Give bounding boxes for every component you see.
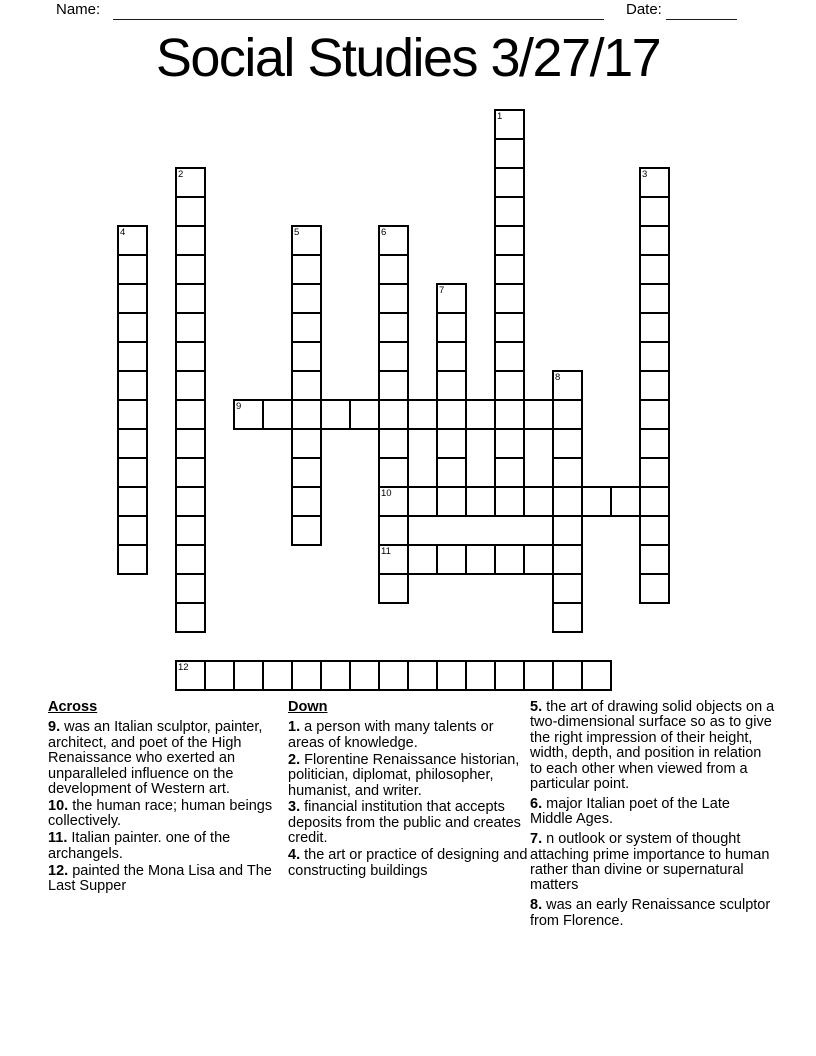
crossword-cell [552, 457, 583, 488]
clue-text: n outlook or system of thought attaching prime importance to human rather than divine or supernatural matters [530, 831, 770, 894]
crossword-cell [291, 312, 322, 343]
cell-number: 8 [555, 372, 561, 383]
crossword-cell [639, 225, 670, 256]
clue-number: 6. [530, 795, 543, 812]
clue-item [288, 800, 530, 846]
crossword-cell [117, 283, 148, 314]
crossword-cell [465, 486, 496, 517]
crossword-cell [378, 486, 409, 517]
crossword-cell [291, 283, 322, 314]
crossword-cell [639, 341, 670, 372]
crossword-cell [465, 399, 496, 430]
crossword-cell [117, 370, 148, 401]
crossword-cell [204, 660, 235, 691]
crossword-cell [494, 138, 525, 169]
crossword-cell [175, 283, 206, 314]
across-header: Across [48, 699, 98, 715]
down-header: Down [288, 699, 328, 715]
crossword-cell [117, 515, 148, 546]
clue-item [48, 831, 286, 862]
crossword-cell [262, 399, 293, 430]
crossword-cell [494, 486, 525, 517]
crossword-cell [378, 370, 409, 401]
crossword-cell [175, 515, 206, 546]
date-label: Date: [626, 1, 662, 18]
crossword-cell [639, 428, 670, 459]
crossword-cell [175, 428, 206, 459]
crossword-cell [552, 602, 583, 633]
clue-number: 2. [288, 751, 301, 768]
crossword-cell [117, 428, 148, 459]
crossword-cell [378, 515, 409, 546]
clue-item [530, 898, 775, 929]
crossword-cell [407, 399, 438, 430]
clue-item [288, 753, 530, 799]
crossword-cell [378, 660, 409, 691]
clue-text: was an early Renaissance sculptor from Florence. [530, 897, 771, 929]
crossword-cell [436, 341, 467, 372]
clue-number: 7. [530, 831, 543, 848]
cell-number: 6 [381, 227, 387, 238]
crossword-cell [494, 167, 525, 198]
crossword-cell [494, 225, 525, 256]
crossword-cell [436, 544, 467, 575]
down-clue-list-1 [288, 720, 530, 879]
crossword-cell [639, 399, 670, 430]
crossword-cell [552, 486, 583, 517]
crossword-cell [233, 399, 264, 430]
crossword-cell [639, 167, 670, 198]
crossword-cell [436, 457, 467, 488]
crossword-cell [175, 225, 206, 256]
crossword-cell [291, 341, 322, 372]
crossword-cell [378, 254, 409, 285]
crossword-cell [494, 341, 525, 372]
crossword-cell [175, 544, 206, 575]
crossword-cell [494, 428, 525, 459]
crossword-cell [378, 225, 409, 256]
crossword-cell [175, 399, 206, 430]
crossword-cell [407, 660, 438, 691]
clue-text: the art or practice of designing and constructing buildings [288, 847, 528, 879]
crossword-cell [175, 254, 206, 285]
crossword-cell [117, 399, 148, 430]
crossword-cell [436, 428, 467, 459]
crossword-cell [523, 544, 554, 575]
clue-item [48, 720, 286, 797]
crossword-cell [494, 109, 525, 140]
crossword-cell [117, 544, 148, 575]
crossword-cell [436, 312, 467, 343]
crossword-cell [291, 225, 322, 256]
cell-number: 3 [642, 169, 648, 180]
crossword-cell [291, 457, 322, 488]
crossword-cell [639, 457, 670, 488]
cell-number: 12 [178, 662, 189, 673]
crossword-cell [523, 399, 554, 430]
crossword-cell [494, 457, 525, 488]
crossword-cell [523, 660, 554, 691]
clue-number: 4. [288, 847, 301, 864]
crossword-cell [552, 399, 583, 430]
crossword-cell [494, 660, 525, 691]
crossword-cell [175, 660, 206, 691]
crossword-cell [117, 225, 148, 256]
crossword-cell [465, 660, 496, 691]
clue-text: financial institution that accepts deposits from the public and creates credit. [288, 799, 521, 847]
crossword-cell [436, 486, 467, 517]
cell-number: 1 [497, 111, 503, 122]
clue-text: painted the Mona Lisa and The Last Supper [48, 862, 272, 894]
crossword-cell [581, 660, 612, 691]
crossword-cell [494, 544, 525, 575]
crossword-cell [291, 370, 322, 401]
clue-item [288, 848, 530, 879]
clue-item [530, 700, 775, 792]
clue-number: 1. [288, 719, 301, 736]
crossword-cell [175, 167, 206, 198]
crossword-cell [407, 544, 438, 575]
crossword-cell [291, 399, 322, 430]
crossword-cell [494, 312, 525, 343]
crossword-cell [639, 486, 670, 517]
crossword-cell [552, 660, 583, 691]
crossword-cell [291, 660, 322, 691]
clue-number: 12. [48, 862, 69, 879]
crossword-cell [175, 196, 206, 227]
crossword-cell [378, 399, 409, 430]
clue-item [48, 799, 286, 830]
crossword-cell [639, 515, 670, 546]
crossword-cell [639, 196, 670, 227]
crossword-cell [175, 486, 206, 517]
crossword-cell [494, 399, 525, 430]
crossword-cell [378, 457, 409, 488]
cell-number: 7 [439, 285, 445, 296]
clue-number: 5. [530, 699, 543, 715]
crossword-cell [175, 602, 206, 633]
clue-text: Florentine Renaissance historian, politician, diplomat, philosopher, humanist, and writer. [288, 751, 520, 799]
crossword-cell [117, 254, 148, 285]
crossword-cell [494, 370, 525, 401]
crossword-cell [523, 486, 554, 517]
clue-text: the art of drawing solid objects on a two-dimensional surface so as to give the right impression of their height, width, depth, and position in relation to each other when viewed from a particular point. [530, 699, 775, 793]
crossword-cell [175, 312, 206, 343]
clue-number: 10. [48, 797, 69, 814]
crossword-cell [291, 428, 322, 459]
clue-item [530, 832, 775, 894]
crossword-cell [552, 515, 583, 546]
crossword-cell [291, 254, 322, 285]
crossword-cell [175, 341, 206, 372]
crossword-cell [436, 399, 467, 430]
crossword-cell [494, 254, 525, 285]
crossword-cell [262, 660, 293, 691]
clue-number: 8. [530, 897, 543, 914]
across-clue-list [48, 720, 286, 894]
down-clue-list-2 [530, 700, 775, 929]
cell-number: 10 [381, 488, 392, 499]
across-clues-column [48, 700, 286, 896]
crossword-cell [639, 254, 670, 285]
crossword-cell [378, 283, 409, 314]
crossword-cell [407, 486, 438, 517]
clue-text: was an Italian sculptor, painter, architect, and poet of the High Renaissance who exerted an unparalleled influence on the development of Western art. [48, 719, 263, 798]
cell-number: 5 [294, 227, 300, 238]
clue-text: Italian painter. one of the archangels. [48, 830, 231, 862]
down-clues-column-1 [288, 700, 530, 880]
crossword-cell [552, 544, 583, 575]
crossword-cell [581, 486, 612, 517]
crossword-cell [436, 370, 467, 401]
clue-item [530, 797, 775, 828]
clue-number: 11. [48, 830, 68, 847]
clue-text: major Italian poet of the Late Middle Ages. [530, 795, 730, 828]
crossword-cell [610, 486, 641, 517]
crossword-cell [175, 573, 206, 604]
crossword-cell [378, 341, 409, 372]
crossword-cell [320, 660, 351, 691]
crossword-cell [349, 399, 380, 430]
crossword-cell [552, 370, 583, 401]
clue-item [288, 720, 530, 751]
cell-number: 4 [120, 227, 126, 238]
cell-number: 11 [381, 546, 391, 557]
crossword-cell [291, 515, 322, 546]
crossword-cell [233, 660, 264, 691]
name-label: Name: [56, 1, 101, 18]
crossword-cell [639, 312, 670, 343]
crossword-cell [291, 486, 322, 517]
cell-number: 9 [236, 401, 242, 412]
crossword-cell [378, 428, 409, 459]
crossword-cell [378, 573, 409, 604]
crossword-cell [639, 370, 670, 401]
crossword-cell [175, 370, 206, 401]
clue-text: the human race; human beings collectively. [48, 797, 273, 830]
crossword-cell [117, 486, 148, 517]
crossword-cell [378, 544, 409, 575]
crossword-cell [552, 428, 583, 459]
crossword-cell [117, 341, 148, 372]
clue-number: 3. [288, 799, 301, 816]
down-clues-column-2 [530, 700, 775, 934]
crossword-cell [639, 283, 670, 314]
page-title: Social Studies 3/27/17 [155, 28, 661, 88]
crossword-cell [378, 312, 409, 343]
crossword-cell [117, 457, 148, 488]
crossword-cell [117, 312, 148, 343]
crossword-cell [436, 660, 467, 691]
crossword-cell [494, 196, 525, 227]
crossword-cell [349, 660, 380, 691]
crossword-cell [175, 457, 206, 488]
crossword-cell [639, 573, 670, 604]
clue-text: a person with many talents or areas of knowledge. [288, 719, 494, 751]
crossword-cell [552, 573, 583, 604]
crossword-cell [465, 544, 496, 575]
cell-number: 2 [178, 169, 184, 180]
crossword-cell [494, 283, 525, 314]
clue-item [48, 864, 286, 895]
crossword-cell [639, 544, 670, 575]
clue-number: 9. [48, 719, 61, 736]
crossword-cell [436, 283, 467, 314]
crossword-cell [320, 399, 351, 430]
